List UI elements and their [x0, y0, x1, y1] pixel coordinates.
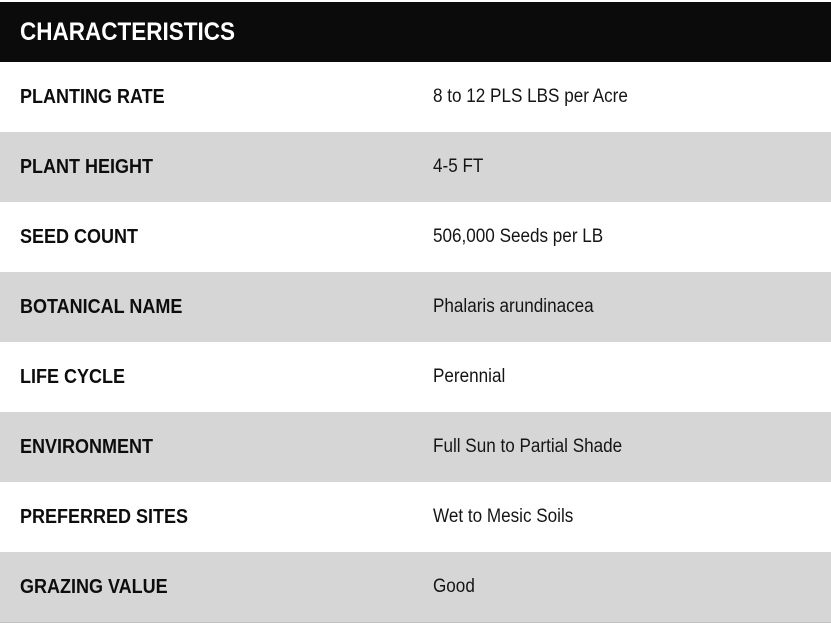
row-value-grazing-value: Good: [433, 576, 475, 597]
row-value-life-cycle: Perennial: [433, 366, 506, 387]
row-value-planting-rate: 8 to 12 PLS LBS per Acre: [433, 86, 628, 107]
row-label-grazing-value: GRAZING VALUE: [20, 575, 168, 598]
row-value-preferred-sites: Wet to Mesic Soils: [433, 506, 574, 527]
table-header: [0, 2, 831, 62]
row-value-environment: Full Sun to Partial Shade: [433, 436, 623, 457]
row-label-environment: ENVIRONMENT: [20, 435, 154, 458]
row-label-seed-count: SEED COUNT: [20, 225, 139, 248]
row-label-life-cycle: LIFE CYCLE: [20, 365, 126, 388]
row-label-botanical-name: BOTANICAL NAME: [20, 295, 183, 318]
row-label-plant-height: PLANT HEIGHT: [20, 155, 154, 178]
characteristics-table: [0, 2, 831, 623]
table-row: [0, 342, 831, 412]
row-label-preferred-sites: PREFERRED SITES: [20, 505, 189, 528]
table-row: [0, 412, 831, 482]
table-title: CHARACTERISTICS: [20, 17, 236, 46]
table-row: [0, 272, 831, 342]
row-value-botanical-name: Phalaris arundinacea: [433, 296, 594, 317]
table-rows: [0, 62, 831, 623]
row-value-plant-height: 4-5 FT: [433, 156, 484, 177]
table-row: [0, 482, 831, 552]
table-row: [0, 552, 831, 622]
table-row: [0, 132, 831, 202]
table-row: [0, 202, 831, 272]
row-label-planting-rate: PLANTING RATE: [20, 85, 165, 108]
table-row: [0, 62, 831, 132]
row-value-seed-count: 506,000 Seeds per LB: [433, 226, 604, 247]
